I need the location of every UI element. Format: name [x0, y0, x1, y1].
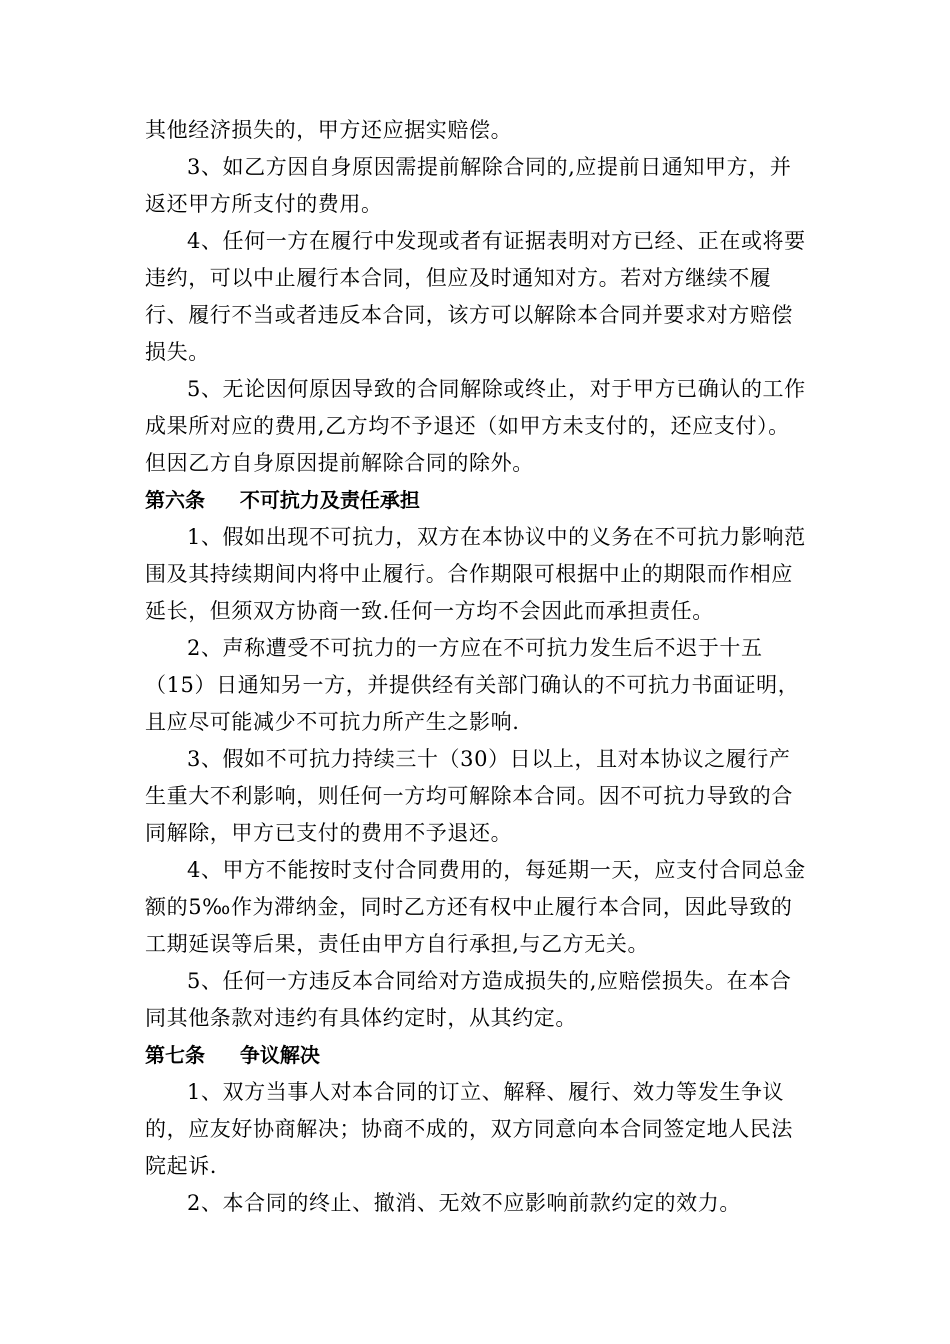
paragraph-continuation: 其他经济损失的，甲方还应据实赔偿。 — [145, 118, 513, 142]
document-body — [145, 112, 807, 1222]
clause-5-3: 3、如乙方因自身原因需提前解除合同的,应提前日通知甲方，并返还甲方所支付的费用。 — [145, 155, 792, 216]
article-7-heading: 第七条 争议解决 — [145, 1043, 320, 1067]
clause-6-4: 4、甲方不能按时支付合同费用的，每延期一天，应支付合同总金额的5‰作为滞纳金，同时乙方还有权中止履行本合同，因此导致的工期延误等后果，责任由甲方自行承担,与乙方无关。 — [145, 858, 806, 956]
clause-5-4: 4、任何一方在履行中发现或者有证据表明对方已经、正在或将要违约，可以中止履行本合同，但应及时通知对方。若对方继续不履行、履行不当或者违反本合同，该方可以解除本合同并要求对方赔偿损失。 — [145, 229, 806, 364]
clause-5-5: 5、无论因何原因导致的合同解除或终止，对于甲方已确认的工作成果所对应的费用,乙方均不予退还（如甲方未支付的，还应支付）。但因乙方自身原因提前解除合同的除外。 — [145, 377, 806, 475]
clause-6-2: 2、声称遭受不可抗力的一方应在不可抗力发生后不迟于十五（15）日通知另一方，并提供经有关部门确认的不可抗力书面证明，且应尽可能减少不可抗力所产生之影响. — [145, 636, 800, 734]
clause-6-3: 3、假如不可抗力持续三十（30）日以上，且对本协议之履行产生重大不利影响，则任何一方均可解除本合同。因不可抗力导致的合同解除，甲方已支付的费用不予退还。 — [145, 747, 793, 845]
clause-6-5: 5、任何一方违反本合同给对方造成损失的,应赔偿损失。在本合同其他条款对违约有具体约定时，从其约定。 — [145, 969, 792, 1030]
article-6-heading: 第六条 不可抗力及责任承担 — [145, 488, 420, 512]
clause-7-2: 2、本合同的终止、撤消、无效不应影响前款约定的效力。 — [187, 1191, 741, 1215]
clause-7-1: 1、双方当事人对本合同的订立、解释、履行、效力等发生争议的，应友好协商解决；协商不成的，双方同意向本合同签定地人民法院起诉. — [145, 1080, 793, 1178]
clause-6-1: 1、假如出现不可抗力，双方在本协议中的义务在不可抗力影响范围及其持续期间内将中止履行。合作期限可根据中止的期限而作相应延长，但须双方协商一致.任何一方均不会因此而承担责任。 — [145, 525, 806, 623]
